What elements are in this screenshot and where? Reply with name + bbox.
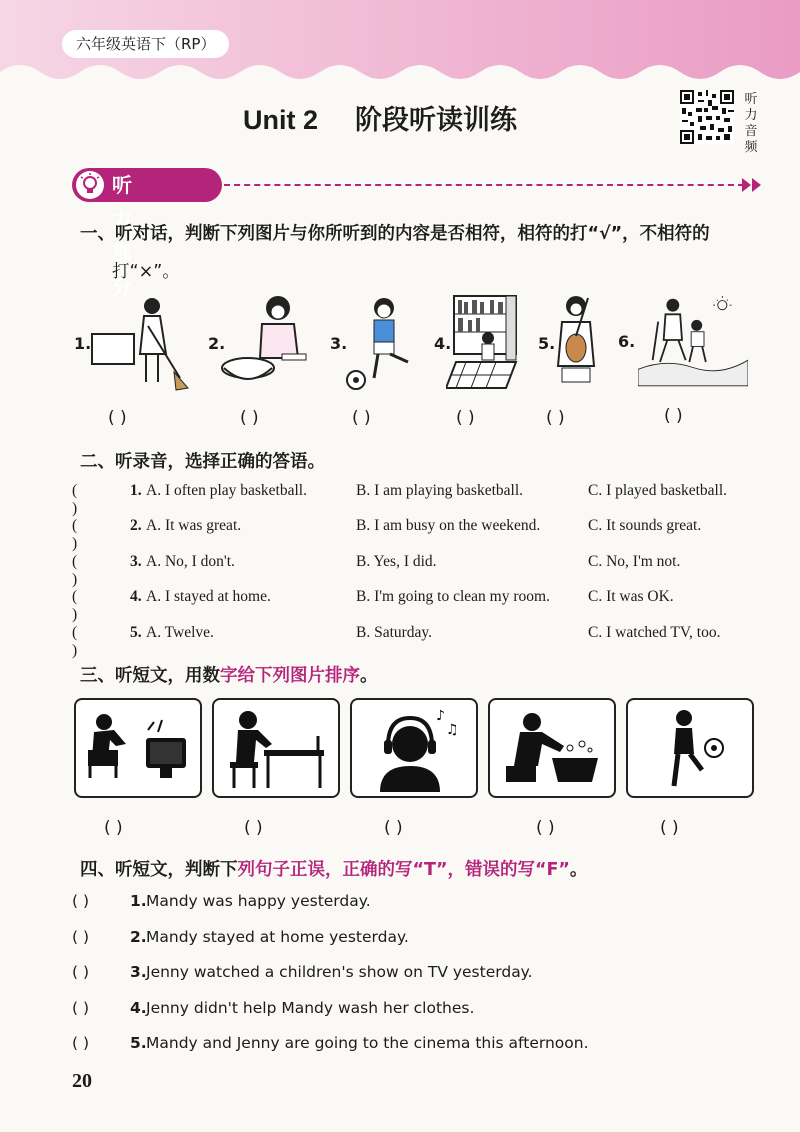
answer-bracket[interactable]: ( ): [72, 999, 90, 1017]
playing-football-picture: [626, 698, 754, 798]
option-a: A. It was great.: [146, 517, 242, 534]
answer-bracket[interactable]: ( ): [384, 818, 403, 838]
answer-bracket[interactable]: ( ): [240, 408, 259, 428]
statement-text: Mandy and Jenny are going to the cinema this afternoon.: [146, 1034, 589, 1052]
option-a: A. No, I don't.: [146, 553, 235, 570]
statement-text: Jenny watched a children's show on TV yesterday.: [146, 963, 533, 981]
lightbulb-icon: [76, 171, 104, 199]
page-title: [0, 98, 760, 137]
answer-bracket[interactable]: ( ): [72, 892, 90, 910]
girl-sweeping-floor-picture: [88, 292, 198, 392]
q3-title: 三、听短文，用数字给下列图片排序。: [80, 666, 378, 686]
option-c: C. No, I'm not.: [588, 553, 681, 570]
answer-bracket[interactable]: ( ): [72, 517, 78, 552]
answer-bracket[interactable]: ( ): [536, 818, 555, 838]
option-a: A. I stayed at home.: [146, 588, 271, 605]
book-label: 六年级英语下（RP）: [62, 30, 229, 58]
q1-item-number: 6.: [618, 332, 636, 351]
audio-label: 听 力 音 频: [744, 92, 758, 155]
option-c: C. It was OK.: [588, 588, 674, 605]
q1-item-number: 1.: [74, 334, 92, 353]
option-b: B. Yes, I did.: [356, 553, 437, 570]
answer-bracket[interactable]: ( ): [104, 818, 123, 838]
section-divider: [224, 184, 744, 186]
option-c: C. I watched TV, too.: [588, 624, 721, 641]
washing-clothes-picture: [488, 698, 616, 798]
option-b: B. I'm going to clean my room.: [356, 588, 550, 605]
q1-item-number: 3.: [330, 334, 348, 353]
q1-item-number: 4.: [434, 334, 452, 353]
doing-homework-picture: [212, 698, 340, 798]
option-b: B. I am busy on the weekend.: [356, 517, 541, 534]
answer-bracket[interactable]: ( ): [352, 408, 371, 428]
answer-bracket[interactable]: ( ): [664, 406, 683, 426]
watching-tv-picture: [74, 698, 202, 798]
girl-washing-clothes-picture: [220, 292, 330, 392]
page-number: 20: [72, 1070, 92, 1092]
statement-text: Mandy stayed at home yesterday.: [146, 928, 409, 946]
qr-code-icon[interactable]: [680, 90, 734, 144]
option-b: B. Saturday.: [356, 624, 433, 641]
option-a: A. Twelve.: [146, 624, 214, 641]
q1-title-cont: 打“×”。: [112, 262, 180, 282]
option-c: C. I played basketball.: [588, 482, 728, 499]
answer-bracket[interactable]: ( ): [72, 588, 78, 623]
answer-bracket[interactable]: ( ): [546, 408, 565, 428]
answer-bracket[interactable]: ( ): [72, 963, 90, 981]
option-a: A. I often play basketball.: [146, 482, 307, 499]
listening-to-music-picture: [350, 698, 478, 798]
answer-bracket[interactable]: ( ): [72, 553, 78, 588]
unit-number: Unit 2: [242, 105, 318, 135]
family-hiking-picture: [638, 290, 748, 390]
q1-title: 一、听对话，判断下列图片与你所听到的内容是否相符，相符的打“√”，不相符的: [80, 224, 710, 244]
answer-bracket[interactable]: ( ): [72, 1034, 90, 1052]
answer-bracket[interactable]: ( ): [660, 818, 679, 838]
option-b: B. I am playing basketball.: [356, 482, 524, 499]
double-arrow-icon: [742, 176, 764, 194]
statement-text: Mandy was happy yesterday.: [146, 892, 371, 910]
q1-item-number: 2.: [208, 334, 226, 353]
statement-text: Jenny didn't help Mandy wash her clothes.: [146, 999, 475, 1017]
unit-name: 阶段听读训练: [355, 105, 518, 135]
q1-item-number: 5.: [538, 334, 556, 353]
svg-text:♫: ♫: [446, 722, 459, 738]
svg-text:♪: ♪: [436, 708, 445, 724]
answer-bracket[interactable]: ( ): [72, 482, 78, 517]
q4-title: 四、听短文，判断下列句子正误，正确的写“T”，错误的写“F”。: [80, 860, 588, 880]
answer-bracket[interactable]: ( ): [72, 928, 90, 946]
answer-bracket[interactable]: ( ): [108, 408, 127, 428]
option-c: C. It sounds great.: [588, 517, 702, 534]
answer-bracket[interactable]: ( ): [244, 818, 263, 838]
section-label: 听力部分: [112, 173, 132, 299]
answer-bracket[interactable]: ( ): [456, 408, 475, 428]
q2-title: 二、听录音，选择正确的答语。: [80, 452, 325, 472]
answer-bracket[interactable]: ( ): [72, 624, 78, 659]
